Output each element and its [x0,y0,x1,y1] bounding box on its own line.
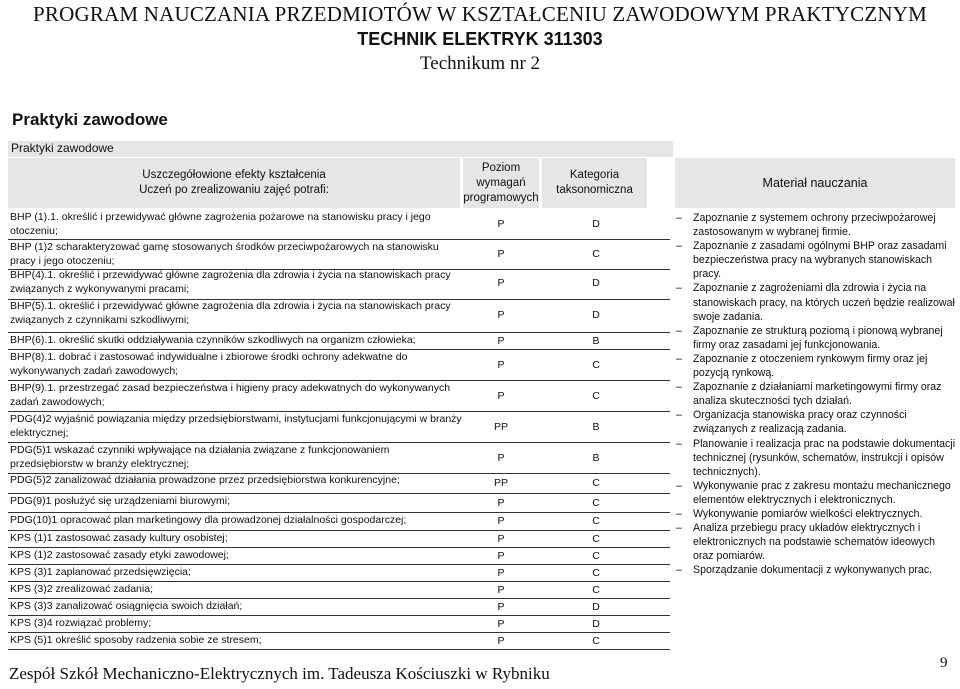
material-item [676,479,956,507]
material-text: Sporządzanie dokumentacji z wykonywanych prac. [693,564,933,577]
material-text: Zapoznanie z zagrożeniami dla zdrowia i życia na stanowiskach pracy, na których uczeń będzie realizował swoje zadania. [693,282,955,323]
table-row [8,381,670,410]
row-category: C [592,476,600,489]
table-row [8,599,670,614]
table-row [8,299,670,331]
row-effect: KPS (3)1 zaplanować przedsięwzięcia; [10,566,191,578]
row-level: PP [493,476,508,489]
section-title: Praktyki zawodowe [12,110,168,129]
row-effect: BHP (1)2 scharakteryzować gamę stosowanych środków przeciwpożarowych na stanowisku pracy i jego otoczeniu; [10,241,439,267]
material-text: Wykonywanie pomiarów wielkości elektrycznych. [693,507,923,520]
table-row [8,443,670,472]
row-category: C [592,496,600,509]
dash-bullet: – [676,212,682,224]
material-item [676,380,956,408]
school-name: Technikum nr 2 [419,53,541,74]
table-row [8,268,670,298]
table-row [8,412,670,441]
row-effect: PDG(5)2 zanalizować działania prowadzone przez przedsiębiorstwa konkurencyjne; [10,474,400,486]
row-level: P [497,549,505,562]
material-item [676,437,956,479]
material-item [676,352,956,380]
row-effect: PDG(10)1 opracować plan marketingowy dla prowadzonej działalności gospodarczej; [10,514,407,526]
material-text: Wykonywanie prac z zakresu montażu mechanicznego elementów elektrycznych i elektronicznych. [693,479,951,506]
row-category: C [592,358,600,371]
column-header-category: Kategoria taksonomiczna [542,158,647,208]
material-text: Zapoznanie ze strukturą poziomą i pionową wybranej firmy oraz zasadami jej funkcjonowania. [693,324,943,351]
row-level: P [497,309,505,321]
table-row [8,494,670,511]
table-row [8,333,670,348]
table-row [8,633,670,648]
material-item [676,281,956,323]
material-text: Organizacja stanowiska pracy oraz czynności związanych z realizacją zadania. [693,409,907,436]
dash-bullet: – [676,282,682,295]
row-level: PP [493,420,508,433]
row-level: P [497,583,505,596]
row-level: P [497,566,505,579]
row-effect: KPS (1)1 zastosować zasady kultury osobistej; [10,532,228,544]
material-item [676,507,956,521]
material-item [676,408,956,436]
row-effect: PDG(9)1 posłużyć się urządzeniami biurowymi; [10,495,230,507]
row-level: P [497,218,505,230]
row-effect: PDG(4)2 wyjaśnić powiązania między przedsiębiorstwami, instytucjami funkcjonującymi w branży elektrycznej; [10,413,462,439]
row-level: P [497,532,505,545]
table-row [8,548,670,563]
material-item [676,211,956,239]
row-level: P [497,248,505,260]
dash-bullet: – [676,522,682,535]
row-category: C [592,515,600,527]
row-effect: BHP (1).1. określić i przewidywać główne zagrożenia pożarowe na stanowisku pracy i jego otoczeniu; [10,211,431,237]
row-category: D [592,309,600,321]
row-effect: BHP(9).1. przestrzegać zasad bezpieczeństwa i higieny pracy adekwatnych do wykonywanych zadań zawodowych; [10,382,451,408]
material-text: Zapoznanie z otoczeniem rynkowym firmy oraz jej pozycją rynkową. [693,352,928,380]
row-effect: PDG(5)1 wskazać czynniki wpływające na działania związane z funkcjonowaniem przedsiębiorstw w branży elektrycznej; [10,444,390,470]
material-text: Analiza przebiegu pracy układów elektrycznych i elektronicznych na podstawie schematów ideowych oraz pomiarów. [693,522,936,563]
table-row [8,350,670,379]
dash-bullet: – [676,240,682,253]
table-row [8,582,670,597]
dash-bullet: – [676,324,682,337]
row-category: C [592,634,600,647]
row-effect: BHP(6).1. określić skutki oddziaływania czynników szkodliwych na organizm człowieka; [10,334,416,346]
material-item [676,521,956,563]
row-category: B [592,334,600,347]
row-effect: KPS (3)2 zrealizować zadania; [10,583,153,595]
row-category: B [592,451,600,464]
table-row [8,616,670,631]
row-category: D [592,617,600,630]
dash-bullet: – [676,507,682,520]
material-text: Planowanie i realizacja prac na podstawie dokumentacji technicznej (rysunków, schematów, instrukcji i opisów technicznych). [693,437,956,478]
row-category: C [592,389,600,402]
row-level: P [497,389,505,402]
row-category: C [592,566,600,579]
dash-bullet: – [676,381,682,394]
row-category: D [592,218,600,230]
material-item [676,563,956,577]
material-text: Zapoznanie z działaniami marketingowymi firmy oraz analiza skuteczności tych działań. [693,381,942,408]
row-effect: KPS (3)4 rozwiązać problemy; [10,617,152,629]
material-list [676,211,956,577]
row-category: C [592,583,600,596]
table-row [8,210,670,238]
row-level: P [497,634,505,647]
row-level: P [497,334,505,347]
table-row [8,240,670,268]
table-row [8,565,670,580]
material-item [676,324,956,352]
dash-bullet: – [676,479,682,492]
row-level: P [497,358,505,371]
material-text: Zapoznanie z systemem ochrony przeciwpożarowej zastosowanym w wybranej firmie. [693,212,936,239]
table-row [8,473,670,492]
row-effect: BHP(4).1. określić i przewidywać główne zagrożenia dla zdrowia i życia na stanowiskach pracy związanych z wykonywanymi pracami; [10,269,451,295]
row-divider [8,649,670,650]
footer-school: Zespół Szkół Mechaniczno-Elektrycznych im. Tadeusza Kościuszki w Rybniku [9,664,550,683]
row-level: P [497,451,505,464]
row-category: C [592,549,600,562]
dash-bullet: – [676,352,682,365]
row-category: D [592,600,600,613]
row-effect: BHP(5).1. określić i przewidywać główne zagrożenia dla zdrowia i życia na stanowiskach pracy związanych z czynnikami szkodliwymi; [10,300,451,326]
row-effect: KPS (5)1 określić sposoby radzenia sobie ze stresem; [10,634,262,646]
row-category: C [592,532,600,545]
column-header-level: Poziom wymagań programowych [463,158,539,208]
dash-bullet: – [676,564,682,577]
column-header-effects: Uszczegółowione efekty kształcenia Uczeń po zrealizowaniu zajęć potrafi: [8,158,460,208]
table-label: Praktyki zawodowe [8,141,673,157]
row-level: P [497,600,505,613]
table-row [8,513,670,529]
row-category: B [592,420,600,433]
row-category: C [592,248,600,260]
material-text: Zapoznanie z zasadami ogólnymi BHP oraz zasadami bezpieczeństwa pracy na wybranych stanowiskach pracy. [693,240,947,281]
row-effect: KPS (3)3 zanalizować osiągnięcia swoich działań; [10,600,243,612]
page-number: 9 [940,655,948,671]
row-level: P [497,515,505,527]
column-header-material: Materiał nauczania [675,158,955,208]
dash-bullet: – [676,409,682,422]
row-level: P [497,617,505,630]
table-row [8,531,670,546]
dash-bullet: – [676,437,682,450]
row-effect: KPS (1)2 zastosować zasady etyki zawodowej; [10,549,229,561]
profession-title: TECHNIK ELEKTRYK 311303 [357,29,603,49]
row-category: D [592,277,600,289]
row-effect: BHP(8).1. dobrać i zastosować indywidualne i zbiorowe środki ochrony adekwatne do wykonywanych zadań zawodowych; [10,351,408,377]
row-level: P [497,277,505,289]
program-title: PROGRAM NAUCZANIA PRZEDMIOTÓW W KSZTAŁCENIU ZAWODOWYM PRAKTYCZNYM [33,2,927,26]
material-item [676,239,956,281]
row-level: P [497,496,505,509]
